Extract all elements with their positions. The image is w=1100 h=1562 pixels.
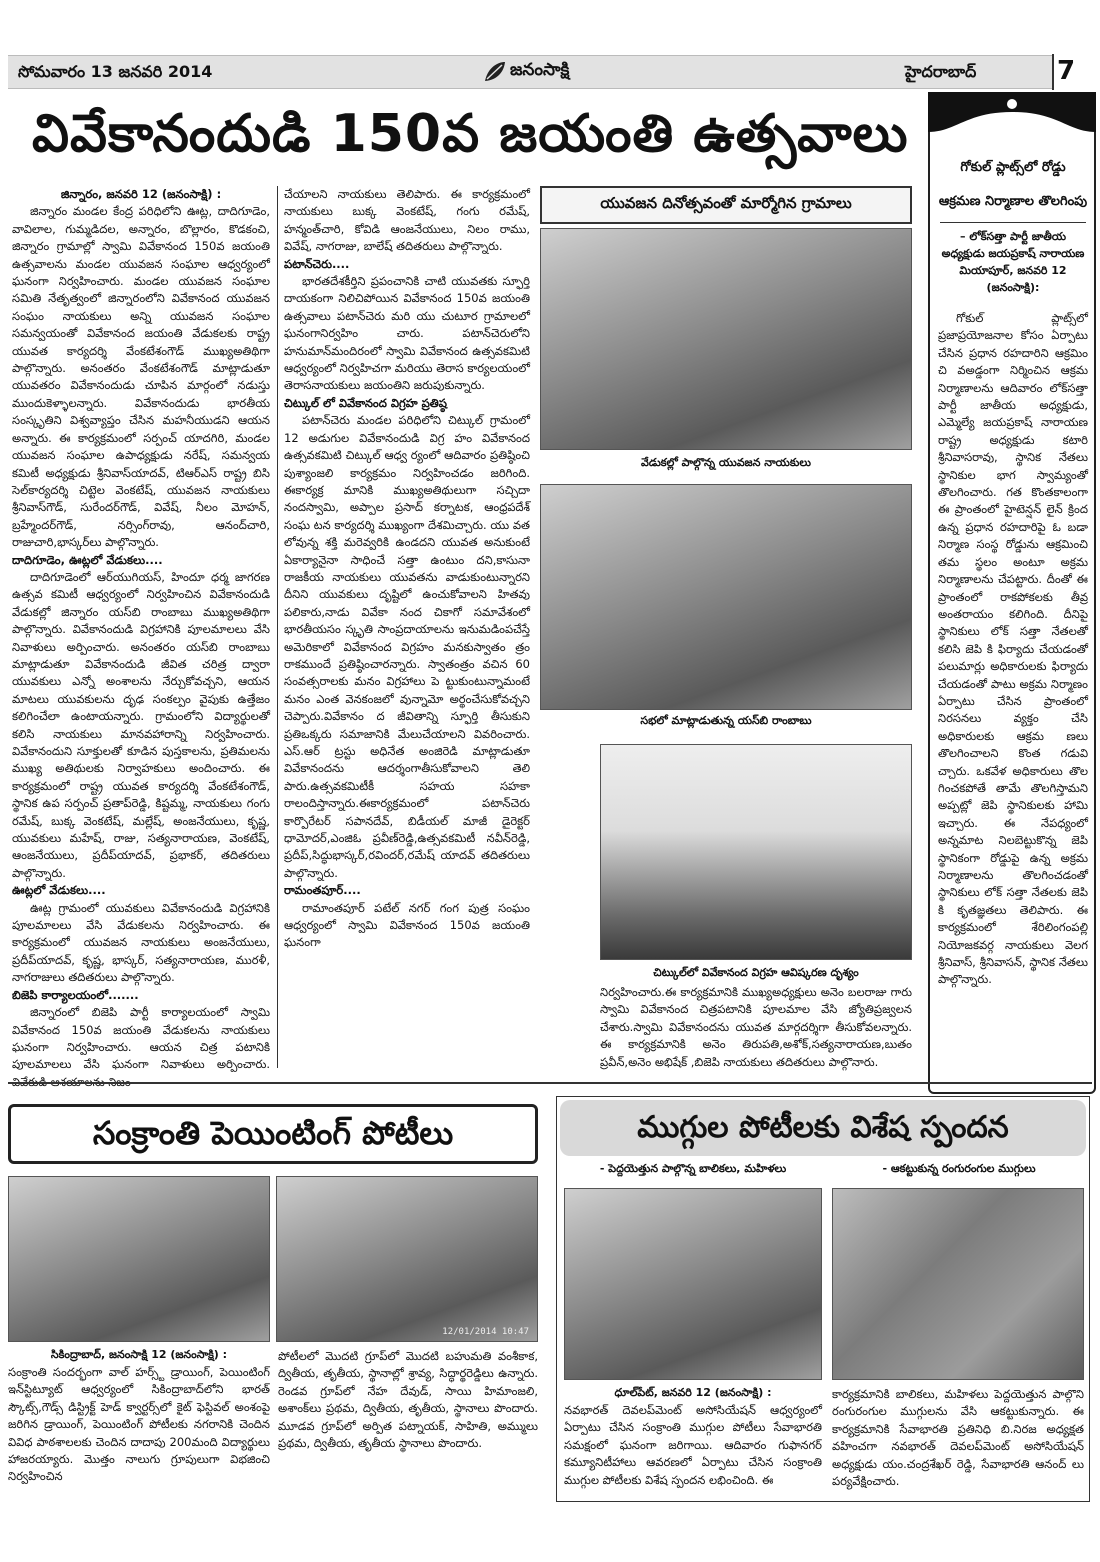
photo3-caption: చిట్కుల్‌లో వివేకానంద విగ్రహ ఆవిష్కరణ దృశ్యం [653,966,859,979]
main-col1-sub3: బిజెపి కార్యాలయంలో....... [12,987,139,1002]
logo-leaf-icon [482,59,508,85]
section-heading: యువజన దినోత్సవంతో మార్మోగిన గ్రామాలు [600,194,852,212]
main-headline: వివేకానందుడి 150వ జయంతి ఉత్సవాలు [32,104,909,164]
col-rule-1 [277,186,278,1068]
ornamental-top [928,92,1096,152]
masthead-date: సోమవారం 13 జనవరి 2014 [18,62,213,81]
main-col1-p4: జిన్నారంలో బిజెపి పార్టీ కార్యాలయంలో స్వామి వివేకానంద 150వ జయంతి వేడుకలను నాయకులు ఘనంగా నిర్వహించారు. ఆయన చిత్ర పటానికి పూలమాలలు వేసి ఘనంగా నివాళులు అర్పించారు. [12,1005,270,1072]
main-col2-p3: పటాన్‌చెరు మండల పరిధిలోని చిట్కుల్ గ్రామంలో 12 అడుగుల వివేకానందుడి విగ్ర హం వివేకానంద ఉత్సవకమిటి చిట్కుల్ ఆధ్వ ర్యంలో ఆదివారం ప్రతిష్ఠించి పుశ్యాంజలి కార్యక్రమం నిర్వహించడం జరిగింది. ఈకార్యక్ర మానికి ముఖ్యఅతిథులుగా సచ్చిదా నందస్వామి, అప్పాల ప్రసాద్ కర్నాటక, ఆంధ్రపదేశ్ సంఘ టన కార్యదర్శి ముఖ్యంగా దేశమిచ్చారు. యు వత లోవున్న శక్తి మరెవ్వరికి ఉండదని యువత అనుకుంటే ఏకార్యానైనా సాధించే సత్తా ఉంటుం దని,కాసునా రాజకీయ నాయకులు యువతను వాడుకుంటున్నారని దీనిని యువకులు దృష్టిలో ఉంచుకోవాలని హితవు పలికారు,నాడు వివేకా నంద చికాగో సమావేశంలో భారతీయసం స్కృతి సాంప్రదాయాలను ఇనుమడింపచేస్తే అమెరికాలో వివేకానంద విగ్రహం మనకుస్వాతం త్రం రాకముందే ప్రతిష్ఠించారన్నారు. స్వాతంత్రం వచిన 60 సంవత్సరాలకు మనం విగ్రహాలు పె ట్టుకుంటున్నామంటే మనం ఎంత వెనకంజలో వున్నామో అర్థంచేసుకోవచ్చని చెప్పారు.వివేకానం ద జీవితాన్ని స్ఫూర్తి తీసుకుని ప్రతిఒక్కరు సమాజానికి మేలుచేయాలని వివరించారు. ఎస్.ఆర్ ట్రస్టు అధినేత అంజిరెడి మాట్లాడుతూ వివేకానందను ఆదర్శంగాతీసుకోవాలని తెలి పారు.ఉత్సవకమిటీకీ సహయ సహకా రాలందిస్తాన్నారు.ఈకార్యక్రమంలో పటాన్‌చెరు కార్పొరేటర్ సపానదేవ్, బిడీయల్ మాజీ డైరెక్టర్ ధామోదర్,ఎంజిఓ ప్రవీణ్‌రెడ్డి,ఉత్సవకమిటీ నవీన్‌రెడ్డి, ప్రదీప్,సిద్ధుభాస్కర్,రవిందర్,రమేష్ యాదవ్ తదితరులు పాల్గొన్నారు. [284,413,530,880]
main-col2-sub1: పటాన్‌చెరు.... [284,256,350,271]
main-col2-p2: భారతదేశకీర్తిని ప్రపంచానికి చాటి యువతకు స్ఫూర్తి దాయకంగా నిలిచిపోయిన వివేకానంద 150వ జయంతి ఉత్సవాలు పటాన్‌చెరు మరి యు చుటూర గ్రామాలలో ఘనంగానిర్వహిం చారు. పటాన్‌చెరులోని హనుమాన్‌మందిరంలో స్వామి వివేకానంద ఉత్సవకమిటి ఆధ్వర్యంలో నిర్వహిచగా మరియు తెరాస కార్యలయంలో తెరాసనాయకులు జయంతిని జరుపుకున్నారు. [284,274,530,393]
muggulu-photo-1 [564,1188,822,1380]
sidebar-headline-2: ఆక్రమణ నిర్మాణాల తొలగింపు [938,194,1088,209]
main-col2-p1: చేయాలని నాయకులు తెలిపారు. ఈ కార్యక్రమంలో నాయకులు బుక్క వెంకటేష్, గంగు రమేష్, హన్మంత్‌చారి, కోవిడి ఆంజనేయులు, నిలం రాము, వివేష్, నాగరాజు, బాలేష్ తదితరులు పాల్గొన్నారు. [284,187,530,254]
main-col3-p1: నిర్వహించారు.ఈ కార్యక్రమానికి ముఖ్యఅధ్యక్షులు అనెం బలరాజు గారు స్వామి వివేకానంద చిత్రపటానికి పూలమాల వేసి జ్యోతిప్రజ్వలన చేశారు.స్వామి వివేకానందను యువత మార్గదర్శిగా తీసుకోవలన్నారు. ఈ కార్యక్రమానికి అనెం తిరుపతి,అశోక్,సత్యనారాయణ,బుతం ప్రవీన్,అనెం అభిషేక్ ,బిజెపి నాయకులు తదితరులు పాల్గొనారు. [600,985,912,1069]
masthead-city: హైదరాబాద్ [905,62,977,81]
sidebar-body-text: గోకుల్ ప్లాట్స్‌లో ప్రజాప్రయోజనాల కోసం ఏర్పాటు చేసిన ప్రధాన రహదారిని ఆక్రమిం చి వఅడ్డంగా నిర్మించిన ఆక్రమ నిర్మాణాలను ఆదివారం లోక్‌సత్తా పార్టీ జాతీయ అధ్యక్షుడు, ఎమ్మెల్యే జయప్రకాష్ నారాయణ రాష్ట్ర అధ్యక్షుడు కటారి శ్రీనివాసరావు, స్థానిక నేతలు స్థానికుల భాగ స్వామ్యంతో తొలగించారు. గత కొంతకాలంగా ఈ ప్రాంతంలో హైటెన్షన్ లైన్ క్రింద ఉన్న ప్రధాన రహదారిపై ఓ బడా నిర్మాణ సంస్థ రోడ్డును ఆక్రమించి తమ స్థలం అంటూ అక్రమ నిర్మాణాలను చేపట్టారు. దీంతో ఈ ప్రాంతంలో రాకపోకలకు తీవ్ర అంతరాయం కలిగింది. దీనిపై స్థానికులు లోక్ సత్తా నేతలతో కలిసి జెపి కి ఫిర్యాదు చేయడంతో పలుమార్లు అధికారులకు ఫిర్యాదు చేయడంతో పాటు అక్రమ నిర్మాణం ఏర్పాటు చేసిన ప్రాంతంలో నిరసనలు వ్యక్తం చేసి అధికారులకు ఆక్రమ ణలు తొలగించాలని కొంత గడువి చ్చారు. ఒకవేళ అధికారులు తొల గించకపోతే తామే తొలగిస్తామని అప్పట్లో జెపి స్థానికులకు హామి ఇచ్చారు. ఈ నేపధ్యంలో అన్నమాట నిలబెట్టుకొన్న జెపి స్థానికంగా రోడ్డుపై ఉన్న అక్రమ నిర్మాణాలను తొలగించడంతో స్థానికులు లోక్ సత్తా నేతలకు జెపి కి కృతజ్ఞతలు తెలిపారు. ఈ కార్యక్రమంలో శేరిలింగంపల్లి నియోజకవర్గ నాయకులు వెలగ శ్రీనివాస్, శ్రీనివాసన్, స్థానిక నేతలు పాల్గొన్నారు. [938,311,1088,987]
main-col2-p4: రామాంతపూర్ పటేల్ నగర్ గంగ పుత్ర సంఘం ఆధ్వర్యంలో స్వామి వివేకానంద 150వ జయంతి ఘనంగా [284,900,530,950]
muggulu-dateline: ధూల్‌పేట్, జనవరి 12 (జనంసాక్షి) : [614,1386,772,1399]
painting-photo-1 [8,1176,270,1342]
painting-col-1 [8,1364,270,1504]
main-col-3 [600,984,912,1070]
photo-youth-leaders [540,228,912,450]
sidebar-headline-1: గోకుల్ ప్లాట్స్‌లో రోడ్డు [960,160,1066,175]
photo-rambabu-speech [540,484,912,710]
sidebar-byline: – లోక్‌సత్తా పార్టీ జాతీయ అధ్యక్షుడు జయప్రకాష్ నారాయణ మియాపూర్, జనవరి 12 (జనంసాక్షి): [941,230,1085,294]
muggulu-caption-1: - పెద్దయెత్తున పాల్గొన్న బాలికలు, మహిళలు [599,1162,787,1175]
muggulu-caption-2: - ఆకట్టుకున్న రంగురంగుల ముగ్గులు [882,1162,1036,1175]
sidebar-rule [940,222,1086,223]
section-divider [8,1082,1092,1084]
painting-dateline: సికింద్రాబాద్, జనంసాక్షి 12 (జనంసాక్షి) : [50,1348,228,1361]
muggulu-col-1 [564,1402,822,1498]
main-col-2 [284,186,530,1068]
main-col-1 [12,186,270,1072]
muggulu-col2-text: కార్యక్రమానికి బాలికలు, మహిళలు పెద్దయెత్తున పాల్గొని రంగురంగుల ముగ్గులను వేసి ఆకట్టుకున్నారు. ఈ కార్యక్రమానికి సేవాభారతి ప్రతినిధి బి.నిరజ అధ్యక్షత వహించగా నవభారత్ దెవలప్‌మెంట్ అసోసియేషన్ అధ్యక్షుడు యం.చంద్రశేఖర్ రెడ్డి, సేవాభారతి ఆనంద్ లు పర్యవేక్షించారు. [832,1387,1084,1489]
photo2-caption: సభలో మాట్లాడుతున్న యస్‌బి రాంబాబు [640,714,812,727]
muggulu-col1-text: నవభారత్ దెవలప్‌మెంట్ అసోసియేషన్ ఆధ్వర్యంలో ఏర్పాటు చేసిన సంక్రాంతి ముగ్గుల పోటీలు సేవాభారతి సమక్షంలో ఘనంగా జరిగాయి. ఆదివారం గుఫానగర్ కమ్యూనిటీహాలు ఆవరణలో ఏర్పాటు చేసిన సంక్రాంతి ముగ్గుల పోటీలకు విశేష స్పందన లభించింది. ఈ [564,1403,822,1487]
main-col1-p3: ఊట్ల గ్రామంలో యువకులు వివేకానందుడి విగ్రహానికి పూలమాలలు వేసి వేడుకలను నిర్వహించారు. ఈ కార్యక్రమంలో యువజన నాయకులు అంజనేయులు, ప్రదీప్‌యాదవ్, కృష్ణ, భాస్కర్, సత్యనారాయణ, మురళీ, నాగరాజులు తదితరులు పాల్గొన్నారు. [12,900,270,985]
masthead-right-bar [606,55,1058,89]
main-col1-sub2: ఊట్లలో వేడుకలు.... [12,883,106,898]
main-col1-p2: దాదిగూడెంలో ఆర్‌యుగియస్, హిందూ ధర్మ జాగరణ ఉత్సవ కమిటీ ఆధ్వర్యంలో నిర్వహించిన వివేకానందుడి వేడుకల్లో జిన్నారం యస్‌బి రాంబాబు ముఖ్యఅతిథిగా పాల్గొన్నారు. వివేకానందుడి విగ్రహానికి పూలమాలలు వేసి నివాళులు అర్పించారు. అనంతరం యస్‌బి రాంబాబు మాట్లాడుతూ వివేకానందుడి జీవిత చరిత్ర ద్వారా యువకులు ఎన్నో అంశాలను నేర్చుకోవచ్చని, ఆయన మాటలు యువకులను దృఢ సంకల్పం వైపుకు ఉత్తేజం కలిగించేలా ఉంటాయన్నారు. గ్రామంలోని విద్యార్థులతో కలిసి నాయకులు మానవహారాన్ని నిర్వహించారు. వివేకానందుని సూక్తులతో కూడిన పుస్తకాలను, ప్రతిమలను ముఖ్య అతిథులకు నిర్వాహకులు అందించారు. ఈ కార్యక్రమంలో రాష్ట్ర యువత కార్యదర్శి వేంకటేశంగౌడ్, స్థానిక ఉప సర్పంచ్ ప్రతాప్‌రెడ్డి, కిష్టమ్మ, నాయకులు గంగు రమేష్, బుక్క వెంకటేష్, మల్లేష్, అంజనేయులు, కృష్ణ, యువకులు మహేష్, రాజు, సత్యనారాయణ, వెంకటేష్, ఆంజనేయులు, ప్రదీప్‌యాదవ్, ప్రభాకర్, తదితరులు పాల్గొన్నారు. [12,569,270,880]
main-dateline: జిన్నారం, జనవరి 12 (జనంసాక్షి) : [60,187,222,201]
main-col1-sub1: దాదిగూడెం, ఊట్లలో వేడుకలు.... [12,552,163,567]
main-col1-p1: జిన్నారం మండల కేంద్ర పరిధిలోని ఊట్ల, దాదిగూడెం, వావిలాల, గుమ్మడిదల, అన్నారం, బొల్లారం, కొడకంచి, జిన్నారం గ్రామాల్లో స్వామి వివేకానంద 150వ జయంతి ఉత్సవాలను మండల యువజన సంఘాల ఆధ్వర్యంలో ఘనంగా నిర్వహించారు. మండల యువజన సంఘాల సమితి నేతృత్వంలో జిన్నారంలోని వివేకానంద యువజన సంఘం నాయకులు అన్ని యువజన సంఘాల సమన్వయంతో వివేకానంద జయంతి వేడుకలకు రాష్ట్ర యువత కార్యదర్శి వేంకటేశంగౌడ్ ముఖ్యఅతిథిగా పాల్గొన్నారు. అనంతరం వేంకటేశంగౌడ్ మాట్లాడుతూ యువతరం వివేకానందుడు చూపిన మార్గంలో నడుస్తు ముందుకెళ్ళాలన్నారు. వివేకానందుడు భారతీయ సంస్కృతిని విశ్వవ్యాప్తం చేసిన మహనీయుడని ఆయన అన్నారు. ఈ కార్యక్రమంలో సర్పంచ్ యాదగిరి, మండల యువజన సంఘాల ఉపాధ్యక్షుడు నరేష్, సమన్వయ కమిటీ అధ్యక్షుడు శ్రీనివాస్‌యాదవ్, టిఆర్ఎస్ రాష్ట్ర బిసి సెల్‌కార్యదర్శి చిట్టెల వెంకటేష్, యువజన నాయకులు శ్రీనివాస్‌గౌడ్, సురేందర్‌గౌడ్, వివేష్, నీలం మోహన్, బ్రహ్మేందర్‌గౌడ్, నర్సింగ్‌రావు, ఆనంద్‌చారి, రాజుచారి,భాస్కర్‌లు పాల్గొన్నారు. [12,204,270,550]
painting-photo-2 [276,1176,538,1342]
sidebar-body [938,310,1088,990]
main-col2-sub2: చిట్కుల్ లో వివేకానంద విగ్రహ ప్రతిష్ఠ [284,395,447,410]
painting-headline: సంక్రాంతి పెయింటింగ్ పోటీలు [92,1114,454,1152]
muggulu-photo-2 [832,1188,1084,1380]
painting-photo-stamp: 12/01/2014 10:47 [442,1327,529,1337]
photo-statue-unveiling [600,744,912,960]
page-number: 7 [1057,56,1076,86]
paper-logo [482,58,602,86]
paper-name: జనంసాక్షి [510,60,570,80]
main-col2-sub3: రామంతపూర్.... [284,883,361,898]
painting-col-2 [278,1348,538,1504]
photo1-caption: వేడుకల్లో పాల్గొన్న యువజన నాయకులు [641,456,811,469]
muggulu-col-2 [832,1386,1084,1498]
muggulu-headline: ముగ్గుల పోటీలకు విశేష స్పందన [637,1110,1009,1145]
painting-col1-text: సంక్రాంతి సందర్భంగా వాల్ హర్స్ట్ డ్రాయింగ్, పెయింటింగ్ ఇన్‌స్టిట్యూట్ ఆధ్వర్యంలో సికింద్రాబాద్‌లోని భారత్ స్కౌట్స్,గౌడ్స్ డిస్ట్రిక్ట్ హెడ్ క్వార్టర్స్‌లో కైట్ ఫెస్టివల్ అంశంపై జరిగిన డ్రాయింగ్, పెయింటింగ్ పోటీలకు నగరానికి చెందిన వివిధ పాఠశాలలకు చెందిన దాదాపు 200మంది విద్యార్థులు హాజరయ్యారు. మొత్తం నాలుగు గ్రూపులుగా విభజించి నిర్వహించిన [8,1365,270,1484]
painting-col2-text: పోటీలలో మొదటి గ్రూప్‌లో మొదటి బహుమతి వంశీకాక, ద్వితీయ, తృతీయ, స్థానాల్లో శ్రావ్య, సిద్ధార్థరెడ్డిలు ఉన్నారు. రెండవ గ్రూప్‌లో నేహ దేవుడ్, సాయి హిమాంజలి, అశాంక్‌లు ప్రథమ, ద్వితీయ, తృతీయ, స్థానాలు పొందారు. మూడవ గ్రూప్‌లో అర్పిత పట్నాయక్, సాహితి, అమ్ములు ప్రథమ, ద్వితీయ, తృతీయ స్థానాలు పొందారు. [278,1349,538,1451]
